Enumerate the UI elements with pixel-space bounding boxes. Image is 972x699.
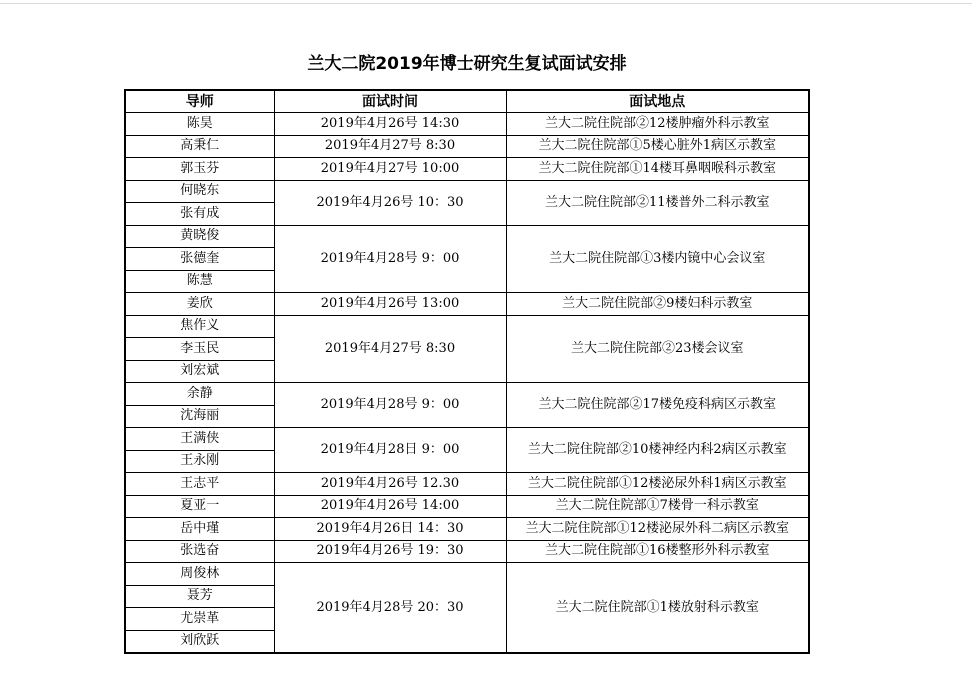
advisor-cell: 高秉仁 [125,135,274,158]
table-row [125,518,809,541]
advisor-cell: 沈海丽 [125,405,274,428]
table-header-row [125,90,809,113]
table-row [125,473,809,496]
advisor-cell: 夏亚一 [125,495,274,518]
time-cell: 2019年4月27号 8:30 [274,315,506,383]
time-cell: 2019年4月26号 10：30 [274,180,506,225]
advisor-cell: 郭玉芬 [125,158,274,181]
header-place: 面试地点 [506,90,809,113]
time-cell: 2019年4月28号 9：00 [274,383,506,428]
table-row [125,428,809,451]
time-cell: 2019年4月28号 20：30 [274,563,506,654]
advisor-cell: 尤崇革 [125,608,274,631]
header-advisor: 导师 [125,90,274,113]
advisor-cell: 刘宏斌 [125,360,274,383]
header-time: 面试时间 [274,90,506,113]
time-cell: 2019年4月26号 19：30 [274,540,506,563]
time-cell: 2019年4月26日 14：30 [274,518,506,541]
table-row [125,135,809,158]
time-cell: 2019年4月26号 14:00 [274,495,506,518]
place-cell: 兰大二院住院部②10楼神经内科2病区示教室 [506,428,809,473]
place-cell: 兰大二院住院部②9楼妇科示教室 [506,293,809,316]
time-cell: 2019年4月27号 8:30 [274,135,506,158]
table-row [125,495,809,518]
table-row [125,158,809,181]
advisor-cell: 岳中瑾 [125,518,274,541]
table-row [125,113,809,136]
table-row [125,540,809,563]
place-cell: 兰大二院住院部②11楼普外二科示教室 [506,180,809,225]
table-row [125,225,809,248]
place-cell: 兰大二院住院部②17楼免疫科病区示教室 [506,383,809,428]
advisor-cell: 王满侠 [125,428,274,451]
advisor-cell: 李玉民 [125,338,274,361]
time-cell: 2019年4月27号 10:00 [274,158,506,181]
place-cell: 兰大二院住院部①12楼泌尿外科1病区示教室 [506,473,809,496]
time-cell: 2019年4月26号 14:30 [274,113,506,136]
advisor-cell: 何晓东 [125,180,274,203]
place-cell: 兰大二院住院部①5楼心脏外1病区示教室 [506,135,809,158]
advisor-cell: 张德奎 [125,248,274,271]
advisor-cell: 张选奋 [125,540,274,563]
time-cell: 2019年4月26号 12.30 [274,473,506,496]
advisor-cell: 周俊林 [125,563,274,586]
table-row [125,315,809,338]
table-row [125,293,809,316]
place-cell: 兰大二院住院部①3楼内镜中心会议室 [506,225,809,293]
place-cell: 兰大二院住院部②23楼会议室 [506,315,809,383]
advisor-cell: 王永刚 [125,450,274,473]
advisor-cell: 黄晓俊 [125,225,274,248]
page-title: 兰大二院2019年博士研究生复试面试安排 [307,54,627,74]
advisor-cell: 刘欣跃 [125,630,274,653]
table-row [125,383,809,406]
time-cell: 2019年4月26号 13:00 [274,293,506,316]
advisor-cell: 姜欣 [125,293,274,316]
table-row [125,180,809,203]
schedule-body [125,113,809,654]
page-top-border [0,3,972,4]
advisor-cell: 张有成 [125,203,274,226]
advisor-cell: 王志平 [125,473,274,496]
time-cell: 2019年4月28号 9：00 [274,225,506,293]
place-cell: 兰大二院住院部①16楼整形外科示教室 [506,540,809,563]
schedule-table [124,89,810,654]
time-cell: 2019年4月28日 9：00 [274,428,506,473]
advisor-cell: 陈昊 [125,113,274,136]
place-cell: 兰大二院住院部②12楼肿瘤外科示教室 [506,113,809,136]
advisor-cell: 陈慧 [125,270,274,293]
advisor-cell: 焦作义 [125,315,274,338]
place-cell: 兰大二院住院部①14楼耳鼻咽喉科示教室 [506,158,809,181]
place-cell: 兰大二院住院部①7楼骨一科示教室 [506,495,809,518]
advisor-cell: 余静 [125,383,274,406]
advisor-cell: 聂芳 [125,585,274,608]
place-cell: 兰大二院住院部①12楼泌尿外科二病区示教室 [506,518,809,541]
place-cell: 兰大二院住院部①1楼放射科示教室 [506,563,809,654]
table-row [125,563,809,586]
